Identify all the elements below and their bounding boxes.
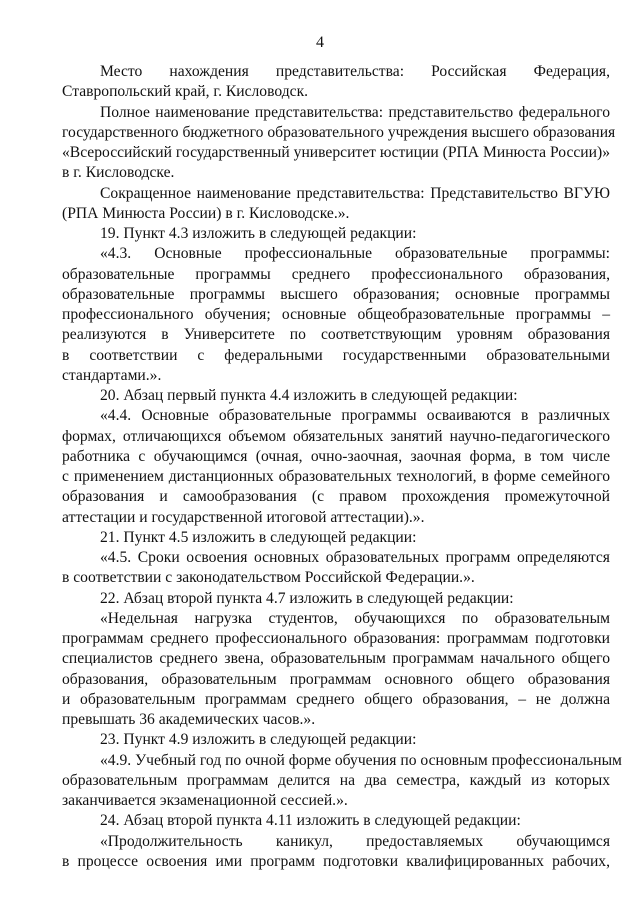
paragraph xyxy=(62,386,610,406)
text-line: реализуются в Университете по соответствующим уровням образования xyxy=(62,326,610,344)
paragraph xyxy=(62,730,610,750)
text-line: 21. Пункт 4.5 изложить в следующей редакции: xyxy=(100,528,417,546)
paragraph xyxy=(62,548,610,589)
text-line: 24. Абзац второй пункта 4.11 изложить в следующей редакции: xyxy=(100,812,521,830)
text-line: Ставропольский край, г. Кисловодск. xyxy=(62,83,309,101)
text-line: 20. Абзац первый пункта 4.4 изложить в следующей редакции: xyxy=(100,387,518,404)
document-body xyxy=(62,62,622,872)
text-line: «4.3. Основные профессиональные образовательные программы: xyxy=(100,245,610,263)
text-line: образования, образовательным программам основного общего образования xyxy=(62,670,610,688)
text-line: в соответствии с законодательством Российской Федерации.». xyxy=(62,569,475,587)
text-line: «Продолжительность каникул, предоставляемых обучающимся xyxy=(100,832,610,850)
paragraph xyxy=(62,62,610,103)
text-line: 23. Пункт 4.9 изложить в следующей редакции: xyxy=(100,731,417,749)
text-line: заканчивается экзаменационной сессией.». xyxy=(62,792,348,809)
page-number: 4 xyxy=(316,34,324,51)
paragraph xyxy=(62,811,610,831)
paragraph xyxy=(62,224,610,244)
paragraph xyxy=(62,244,610,386)
paragraph xyxy=(62,609,610,731)
text-line: в г. Кисловодске. xyxy=(62,164,175,182)
text-line: образовательные программы высшего образования; основные программы xyxy=(62,285,610,303)
text-line: (РПА Минюста России) в г. Кисловодске.». xyxy=(62,204,350,222)
text-line: образования и самообразования (с правом прохождения промежуточной xyxy=(62,488,610,506)
paragraph xyxy=(62,406,610,528)
text-line: работника с обучающимся (очная, очно-заочная, заочная форма, в том числе xyxy=(62,447,610,465)
text-line: с применением дистанционных образовательных технологий, в форме семейного xyxy=(62,468,610,485)
paragraph xyxy=(62,751,622,812)
text-line: «Всероссийский государственный университет юстиции (РПА Минюста России)» xyxy=(62,144,610,161)
text-line: образовательным программам делится на два семестра, каждый из которых xyxy=(62,771,610,789)
text-line: 22. Абзац второй пункта 4.7 изложить в следующей редакции: xyxy=(100,589,514,607)
text-line: специалистов среднего звена, образовательным программам начального общего xyxy=(62,650,610,668)
text-line: превышать 36 академических часов.». xyxy=(62,711,316,728)
paragraph xyxy=(62,832,610,873)
text-line: Полное наименование представительства: представительство федерального xyxy=(100,103,610,121)
text-line: «4.5. Сроки освоения основных образовательных программ определяются xyxy=(100,549,610,566)
text-line: в соответствии с федеральными государственными образовательными xyxy=(62,346,610,364)
paragraph xyxy=(62,589,610,609)
text-line: образовательные программы среднего профессионального образования, xyxy=(62,265,610,283)
text-line: профессионального обучения; основные общеобразовательные программы – xyxy=(62,306,610,323)
paragraph xyxy=(62,184,610,225)
text-line: аттестации и государственной итоговой аттестации).». xyxy=(62,508,425,526)
text-line: «4.9. Учебный год по очной форме обучения по основным профессиональным xyxy=(100,751,622,769)
text-line: Место нахождения представительства: Российская Федерация, xyxy=(100,63,610,80)
text-line: программам среднего профессионального образования: программам подготовки xyxy=(62,630,610,647)
text-line: в процессе освоения ими программ подготовки квалифицированных рабочих, xyxy=(62,852,610,870)
text-line: государственного бюджетного образовательного учреждения высшего образования xyxy=(62,123,616,141)
text-line: и образовательным программам среднего общего образования, – не должна xyxy=(62,690,610,708)
text-line: «4.4. Основные образовательные программы осваиваются в различных xyxy=(100,407,610,425)
text-line: формах, отличающихся объемом обязательных занятий научно-педагогического xyxy=(62,427,610,445)
text-line: Сокращенное наименование представительства: Представительство ВГУЮ xyxy=(100,184,610,202)
paragraph xyxy=(62,103,616,184)
text-line: 19. Пункт 4.3 изложить в следующей редакции: xyxy=(100,225,417,242)
text-line: стандартами.». xyxy=(62,366,162,384)
paragraph xyxy=(62,528,610,548)
text-line: «Недельная нагрузка студентов, обучающихся по образовательным xyxy=(100,609,610,627)
